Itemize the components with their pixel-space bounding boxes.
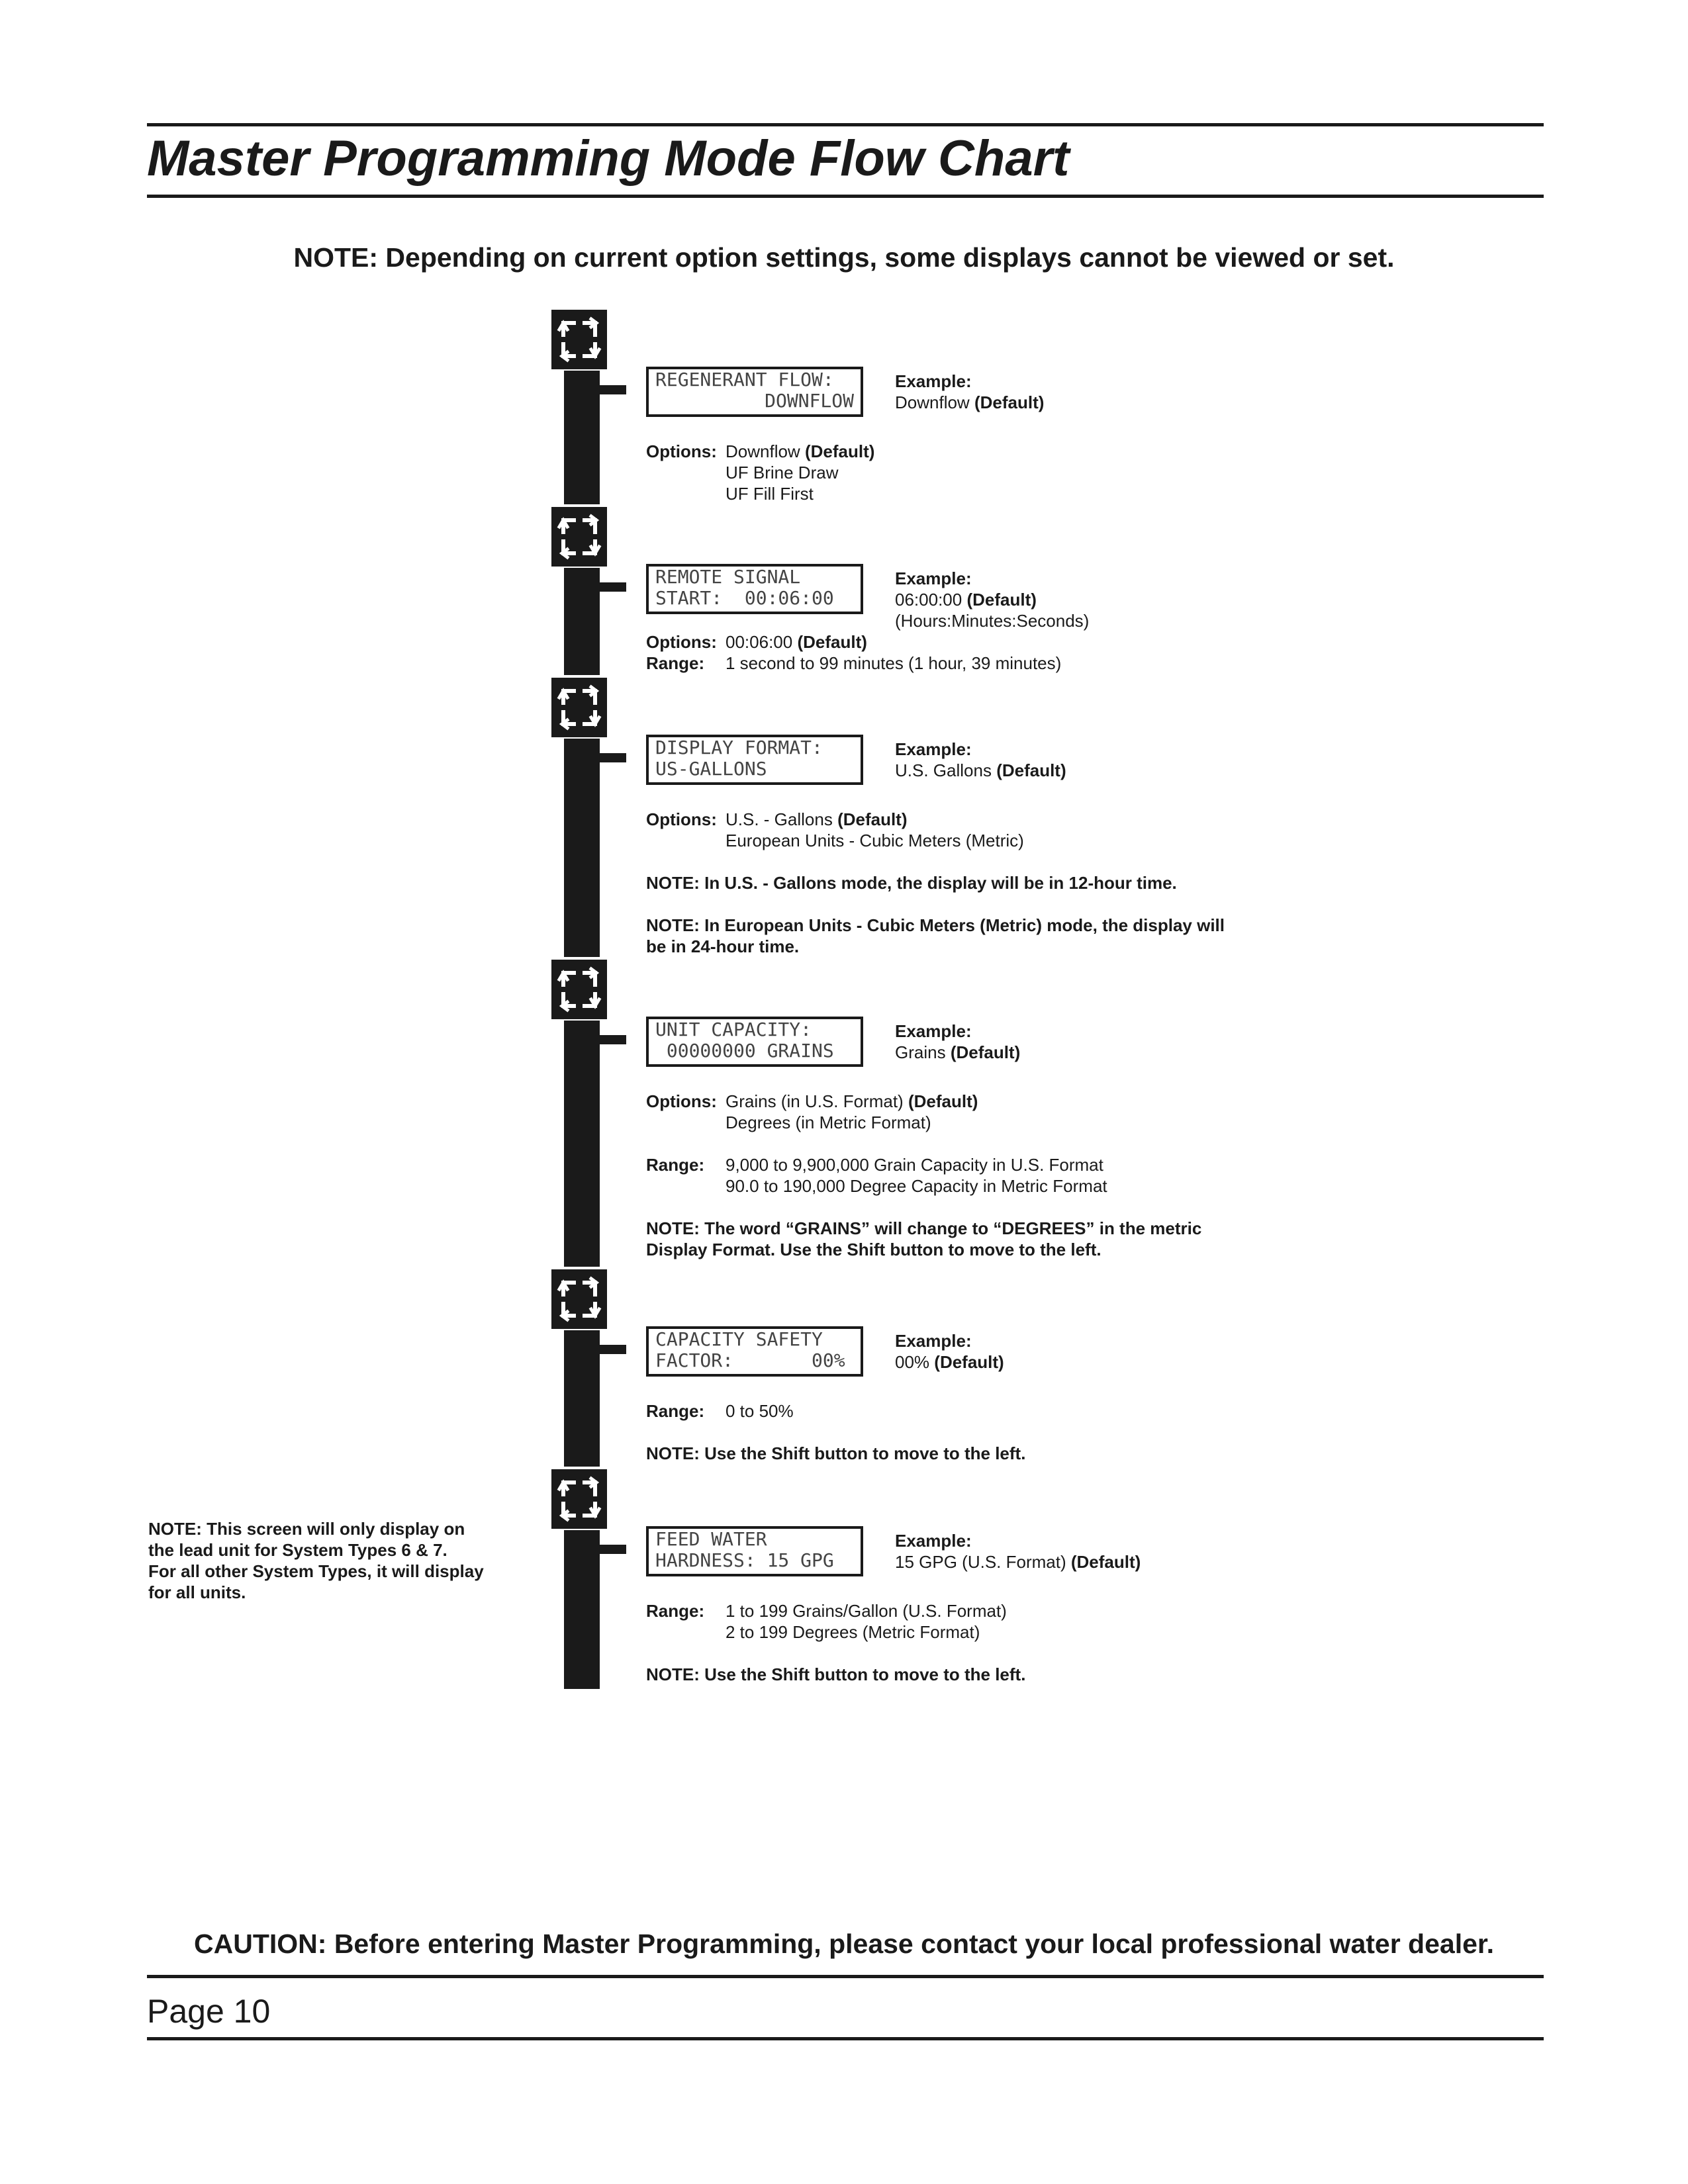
regeneration-arrows-icon xyxy=(551,960,607,1019)
text-line xyxy=(646,1175,1107,1197)
example-text: U.S. Gallons xyxy=(895,760,992,780)
side-note-line: the lead unit for System Types 6 & 7. xyxy=(148,1540,447,1560)
lcd-line: US-GALLONS xyxy=(655,758,767,780)
lcd-display xyxy=(646,564,863,614)
default-tag: (Default) xyxy=(966,590,1037,610)
text-line xyxy=(646,1154,1103,1175)
regeneration-arrows-icon xyxy=(551,310,607,369)
example-value xyxy=(895,1551,1141,1572)
lcd-line: DISPLAY FORMAT: xyxy=(655,737,823,758)
example-value xyxy=(895,760,1066,781)
text-line xyxy=(646,1600,1007,1621)
regeneration-arrows-icon-graphic xyxy=(551,1269,607,1329)
regeneration-arrows-icon xyxy=(551,507,607,567)
flow-connector xyxy=(589,385,626,394)
note-text: Display Format. Use the Shift button to move to the left. xyxy=(646,1240,1102,1259)
flow-line xyxy=(564,1530,600,1689)
text-line xyxy=(646,1218,1201,1239)
example-value xyxy=(895,392,1044,413)
flow-connector xyxy=(589,1545,626,1554)
page-number: Page 10 xyxy=(147,1993,271,2030)
continuation-value: 90.0 to 190,000 Degree Capacity in Metric Format xyxy=(726,1176,1107,1196)
regeneration-arrows-icon-graphic xyxy=(551,1469,607,1529)
example-text: 06:00:00 xyxy=(895,590,962,610)
lcd-line: FACTOR: 00% xyxy=(655,1349,845,1371)
note-text: NOTE: The word “GRAINS” will change to “DEGREES” in the metric xyxy=(646,1218,1202,1238)
text-line xyxy=(646,1621,980,1643)
example-block xyxy=(895,1530,1141,1572)
example-block xyxy=(895,371,1044,413)
note-text: NOTE: Use the Shift button to move to the left. xyxy=(646,1443,1026,1463)
range-value: 0 to 50% xyxy=(726,1401,794,1421)
example-value xyxy=(895,1042,1020,1063)
options-label: Options: xyxy=(646,1091,717,1111)
title-underline xyxy=(147,195,1544,198)
top-note: NOTE: Depending on current option settings, some displays cannot be viewed or set. xyxy=(293,242,1395,273)
flow-connector xyxy=(589,1035,626,1044)
side-note xyxy=(148,1518,484,1603)
range-label: Range: xyxy=(646,653,705,673)
regeneration-arrows-icon-graphic xyxy=(551,960,607,1019)
lcd-display xyxy=(646,1526,863,1576)
example-label: Example: xyxy=(895,569,972,588)
example-block xyxy=(895,739,1066,781)
lcd-line: CAPACITY SAFETY xyxy=(655,1328,823,1350)
side-note-line: for all units. xyxy=(148,1582,246,1602)
text-line xyxy=(646,809,908,830)
text-line xyxy=(646,1112,931,1133)
options-label: Options: xyxy=(646,441,717,461)
options-value: Grains (in U.S. Format) xyxy=(726,1091,904,1111)
options-value: Downflow xyxy=(726,441,800,461)
caution-note: CAUTION: Before entering Master Programming, please contact your local professional water dealer. xyxy=(194,1929,1494,1959)
range-value: 1 second to 99 minutes (1 hour, 39 minutes) xyxy=(726,653,1062,673)
continuation-value: European Units - Cubic Meters (Metric) xyxy=(726,831,1024,850)
range-label: Range: xyxy=(646,1401,705,1421)
options-label: Options: xyxy=(646,809,717,829)
flow-line xyxy=(564,1021,600,1267)
regeneration-arrows-icon-graphic xyxy=(551,507,607,567)
lcd-line: START: 00:06:00 xyxy=(655,587,834,609)
example-label: Example: xyxy=(895,371,972,391)
footer-rule-top xyxy=(147,1975,1544,1978)
continuation-value: Degrees (in Metric Format) xyxy=(726,1113,931,1132)
example-block xyxy=(895,568,1089,631)
note-text: NOTE: In European Units - Cubic Meters (Metric) mode, the display will xyxy=(646,915,1225,935)
text-line xyxy=(646,483,814,504)
continuation-value: 2 to 199 Degrees (Metric Format) xyxy=(726,1622,980,1642)
regeneration-arrows-icon xyxy=(551,1469,607,1529)
range-label: Range: xyxy=(646,1601,705,1621)
default-tag: (Default) xyxy=(908,1091,978,1111)
note-text: NOTE: Use the Shift button to move to the left. xyxy=(646,1664,1026,1684)
note-text: NOTE: In U.S. - Gallons mode, the display will be in 12-hour time. xyxy=(646,873,1177,893)
example-text: 15 GPG (U.S. Format) xyxy=(895,1552,1066,1572)
lcd-line: 00000000 GRAINS xyxy=(655,1040,834,1062)
default-tag: (Default) xyxy=(950,1042,1021,1062)
page-title: Master Programming Mode Flow Chart xyxy=(147,130,1070,187)
example-label: Example: xyxy=(895,1531,972,1551)
text-line xyxy=(646,653,1061,674)
text-line xyxy=(646,1239,1102,1260)
flow-connector xyxy=(589,582,626,592)
range-value: 1 to 199 Grains/Gallon (U.S. Format) xyxy=(726,1601,1007,1621)
lcd-display xyxy=(646,735,863,785)
default-tag: (Default) xyxy=(996,760,1066,780)
options-value: 00:06:00 xyxy=(726,632,793,652)
footer-rule-bottom xyxy=(147,2037,1544,2040)
text-line xyxy=(646,462,838,483)
side-note-line: For all other System Types, it will display xyxy=(148,1561,484,1581)
lcd-line: FEED WATER xyxy=(655,1528,767,1550)
text-line xyxy=(646,1091,978,1112)
continuation-value: UF Brine Draw xyxy=(726,463,839,482)
lcd-line: REMOTE SIGNAL xyxy=(655,566,801,588)
lcd-display xyxy=(646,1326,863,1377)
text-line xyxy=(646,936,799,957)
top-rule xyxy=(147,123,1544,126)
flow-connector xyxy=(589,1345,626,1354)
text-line xyxy=(646,441,874,462)
flow-connector xyxy=(589,753,626,762)
example-value xyxy=(895,589,1089,610)
lcd-line: REGENERANT FLOW: xyxy=(655,369,834,390)
text-line xyxy=(646,631,867,653)
example-block xyxy=(895,1330,1004,1373)
example-value xyxy=(895,1351,1004,1373)
flow-line xyxy=(564,739,600,957)
lcd-line: HARDNESS: 15 GPG xyxy=(655,1549,834,1571)
example-label: Example: xyxy=(895,739,972,759)
example-text: 00% xyxy=(895,1352,930,1372)
lcd-line: DOWNFLOW xyxy=(765,390,854,412)
text-line xyxy=(646,1400,794,1422)
side-note-line: NOTE: This screen will only display on xyxy=(148,1519,465,1539)
regeneration-arrows-icon xyxy=(551,678,607,737)
default-tag: (Default) xyxy=(1070,1552,1141,1572)
default-tag: (Default) xyxy=(804,441,875,461)
regeneration-arrows-icon-graphic xyxy=(551,678,607,737)
text-line xyxy=(646,1664,1025,1685)
note-text: be in 24-hour time. xyxy=(646,936,800,956)
example-note: (Hours:Minutes:Seconds) xyxy=(895,611,1090,631)
range-value: 9,000 to 9,900,000 Grain Capacity in U.S. Format xyxy=(726,1155,1103,1175)
default-tag: (Default) xyxy=(934,1352,1004,1372)
lcd-display xyxy=(646,367,863,417)
options-label: Options: xyxy=(646,632,717,652)
text-line xyxy=(646,1443,1025,1464)
options-value: U.S. - Gallons xyxy=(726,809,833,829)
example-text: Grains xyxy=(895,1042,946,1062)
example-label: Example: xyxy=(895,1331,972,1351)
text-line xyxy=(646,872,1177,893)
lcd-display xyxy=(646,1017,863,1067)
text-line xyxy=(646,915,1225,936)
default-tag: (Default) xyxy=(974,392,1045,412)
regeneration-arrows-icon-graphic xyxy=(551,310,607,369)
regeneration-arrows-icon xyxy=(551,1269,607,1329)
continuation-value: UF Fill First xyxy=(726,484,814,504)
lcd-line: UNIT CAPACITY: xyxy=(655,1019,812,1040)
example-block xyxy=(895,1021,1020,1063)
default-tag: (Default) xyxy=(837,809,908,829)
default-tag: (Default) xyxy=(797,632,867,652)
example-label: Example: xyxy=(895,1021,972,1041)
range-label: Range: xyxy=(646,1155,705,1175)
example-text: Downflow xyxy=(895,392,970,412)
text-line xyxy=(646,830,1024,851)
